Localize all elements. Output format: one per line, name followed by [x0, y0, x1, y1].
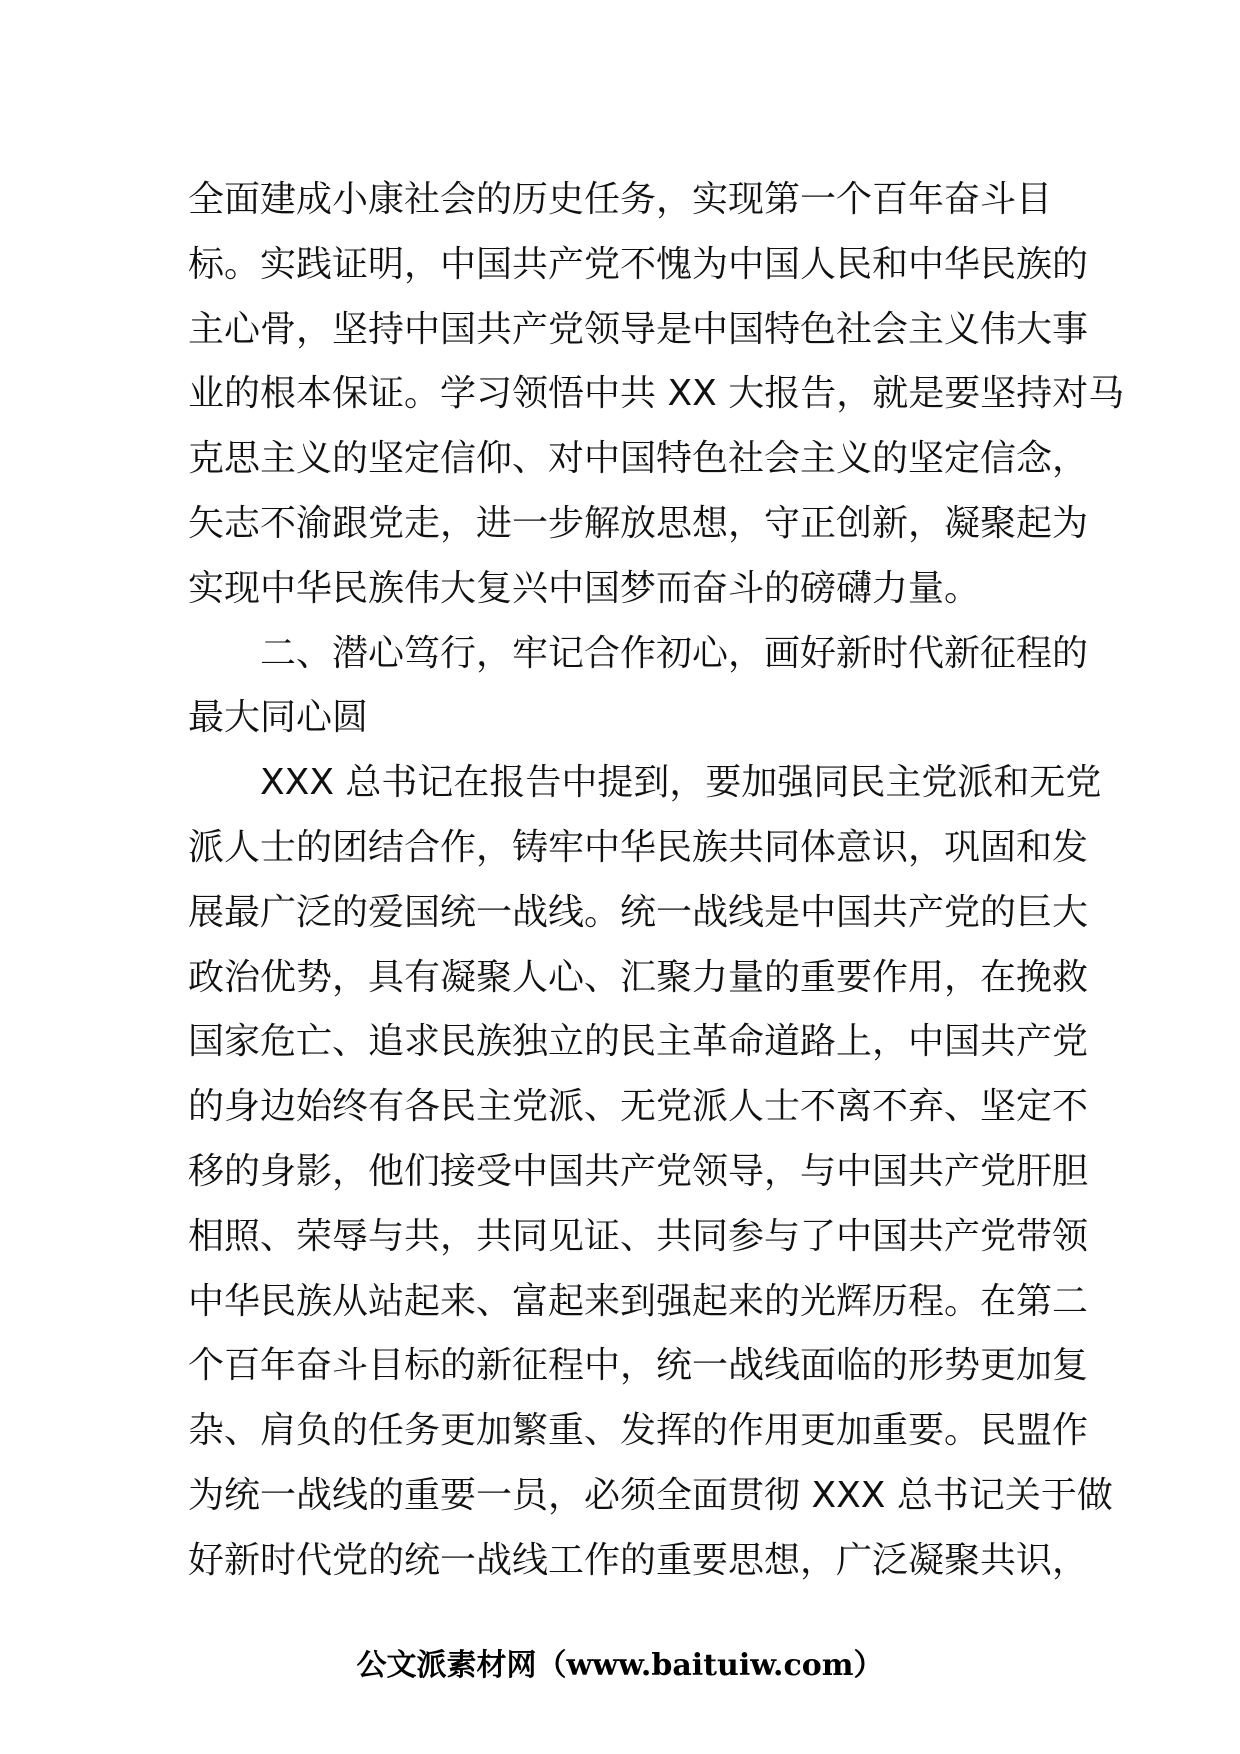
text-line: 全面建成小康社会的历史任务，实现第一个百年奋斗目	[188, 179, 1053, 220]
text-line: 中华民族从站起来、富起来到强起来的光辉历程。在第二	[188, 1280, 1089, 1322]
footer-watermark: 公文派素材网（www.baituiw.com）	[356, 1648, 884, 1683]
text-line: 政治优势，具有凝聚人心、汇聚力量的重要作用，在挽救	[188, 956, 1089, 998]
text-line: XXX 总书记在报告中提到，要加强同民主党派和无党	[188, 762, 1102, 804]
body-text	[188, 168, 1125, 1594]
text-line: 为统一战线的重要一员，必须全面贯彻 XXX 总书记关于做	[188, 1474, 1113, 1516]
text-line: 标。实践证明，中国共产党不愧为中国人民和中华民族的	[188, 243, 1089, 285]
text-line: 主心骨，坚持中国共产党领导是中国特色社会主义伟大事	[188, 308, 1089, 350]
text-line: 矢志不渝跟党走，进一步解放思想，守正创新，凝聚起为	[188, 502, 1089, 544]
text-line: 实现中华民族伟大复兴中国梦而奋斗的磅礴力量。	[188, 567, 981, 609]
section-heading-line: 二、潜心笃行，牢记合作初心，画好新时代新征程的	[188, 632, 1089, 674]
text-line: 业的根本保证。学习领悟中共 XX 大报告，就是要坚持对马	[188, 373, 1125, 415]
text-line: 派人士的团结合作，铸牢中华民族共同体意识，巩固和发	[188, 826, 1089, 868]
text-line: 好新时代党的统一战线工作的重要思想，广泛凝聚共识，	[188, 1539, 1089, 1581]
text-line: 的身边始终有各民主党派、无党派人士不离不弃、坚定不	[188, 1086, 1089, 1128]
text-line: 克思主义的坚定信仰、对中国特色社会主义的坚定信念，	[188, 438, 1089, 480]
text-line: 个百年奋斗目标的新征程中，统一战线面临的形势更加复	[188, 1345, 1089, 1387]
section-heading-line: 最大同心圆	[188, 697, 369, 739]
text-line: 展最广泛的爱国统一战线。统一战线是中国共产党的巨大	[188, 891, 1089, 933]
text-line: 杂、肩负的任务更加繁重、发挥的作用更加重要。民盟作	[188, 1410, 1089, 1452]
text-line: 移的身影，他们接受中国共产党领导，与中国共产党肝胆	[188, 1150, 1089, 1192]
text-line: 相照、荣辱与共，共同见证、共同参与了中国共产党带领	[188, 1215, 1089, 1257]
text-line: 国家危亡、追求民族独立的民主革命道路上，中国共产党	[188, 1021, 1089, 1063]
